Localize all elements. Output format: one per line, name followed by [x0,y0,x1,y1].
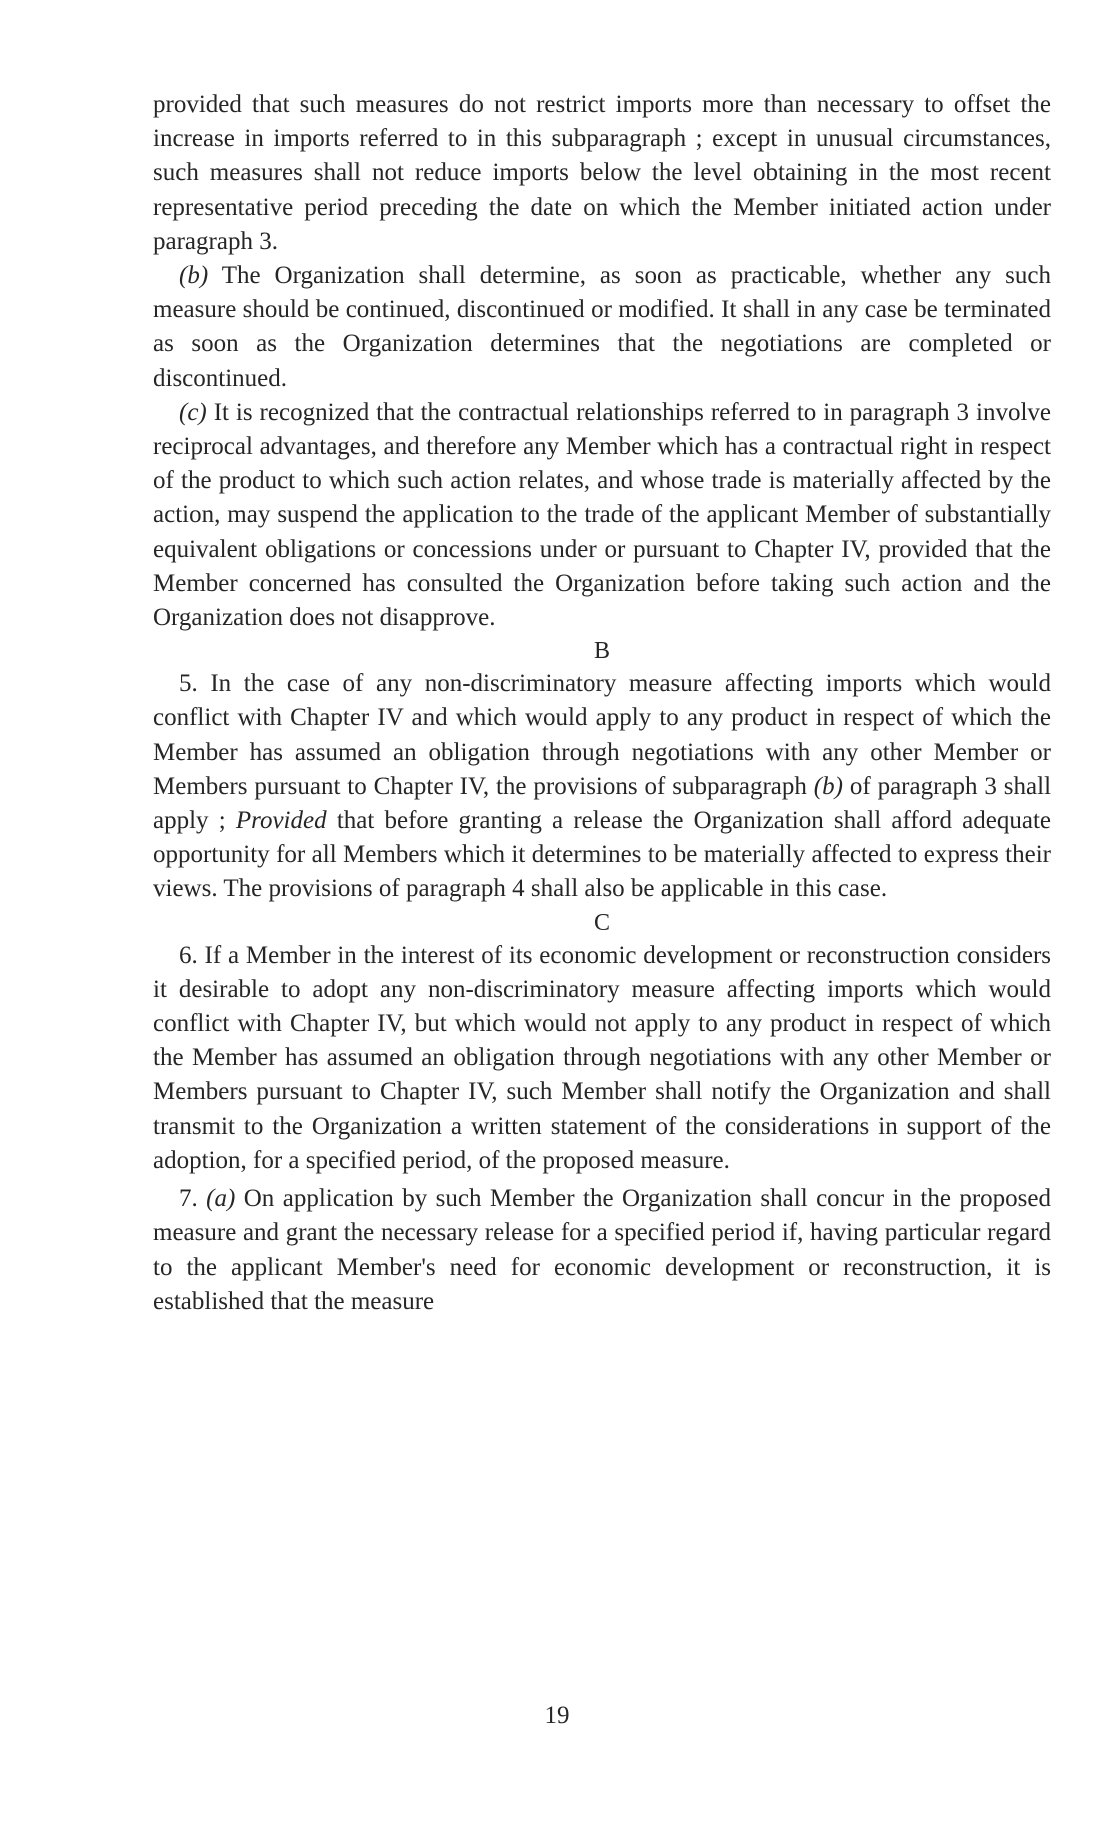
paragraph-5-text-mid: of paragraph 3 shall apply ; [153,772,1052,835]
paragraph-5-number: 5. [179,670,198,698]
paragraph-continuation [153,88,1051,259]
paragraph-5-text-before: In the case of any non-discriminatory measure affecting imports which would conflict with Chapter IV and which would apply to any product in respect of which the Member has assumed an obligation through negotiations with any other Member or Members pursuant to Chapter IV, the provisions of subparagraph [153,670,1051,800]
subparagraph-b-label: (b) [179,262,209,290]
document-page [153,88,1051,1319]
subparagraph-c-label: (c) [179,398,207,426]
continuation-text: provided that such measures do not restrict imports more than necessary to offset the increase in imports referred to in this subparagraph ; except in unusual circumstances, such measures shall not reduce imports below the level obtaining in the most recent representative period preceding the date on which the Member initiated action under paragraph 3. [153,91,1051,255]
paragraph-7-label: (a) [206,1185,236,1213]
subparagraph-b [153,259,1051,396]
section-heading-c: C [593,909,610,936]
section-heading-b: B [593,638,610,665]
page-number: 19 [544,1702,570,1729]
subparagraph-c [153,396,1051,635]
paragraph-6 [153,939,1051,1178]
paragraph-5-text-after: that before granting a release the Organization shall afford adequate opportunity for all Members which it determines to be materially affected to express their views. The provisions of paragraph 4 shall also be applicable in this case. [153,807,1051,903]
paragraph-5-ref: (b) [813,772,843,800]
paragraph-6-number: 6. [179,941,198,969]
paragraph-7-text: On application by such Member the Organization shall concur in the proposed measure and grant the necessary release for a specified period if, having particular regard to the applicant Member's need for economic development or reconstruction, it is established that the measure [153,1185,1051,1315]
paragraph-6-text: If a Member in the interest of its economic development or reconstruction considers it desirable to adopt any non-discriminatory measure affecting imports which would conflict with Chapter IV, but which would not apply to any product in respect of which the Member has assumed an obligation through negotiations with any other Member or Members pursuant to Chapter IV, such Member shall notify the Organization and shall transmit to the Organization a written statement of the considerations in support of the adoption, for a specified period, of the proposed measure. [153,941,1052,1174]
paragraph-7-number: 7. [179,1185,198,1213]
paragraph-5 [153,667,1051,906]
paragraph-7 [153,1182,1051,1319]
subparagraph-c-text: It is recognized that the contractual relationships referred to in paragraph 3 involve reciprocal advantages, and therefore any Member which has a contractual right in respect of the product to which such action relates, and whose trade is materially affected by the action, may suspend the application to the trade of the applicant Member of substantially equivalent obligations or concessions under or pursuant to Chapter IV, provided that the Member concerned has consulted the Organization before taking such action and the Organization does not disapprove. [153,398,1051,632]
subparagraph-b-text: The Organization shall determine, as soon as practicable, whether any such measure should be continued, discontinued or modified. It shall in any case be terminated as soon as the Organization determines that the negotiations are completed or discontinued. [153,262,1051,392]
paragraph-5-provided: Provided [235,807,327,835]
